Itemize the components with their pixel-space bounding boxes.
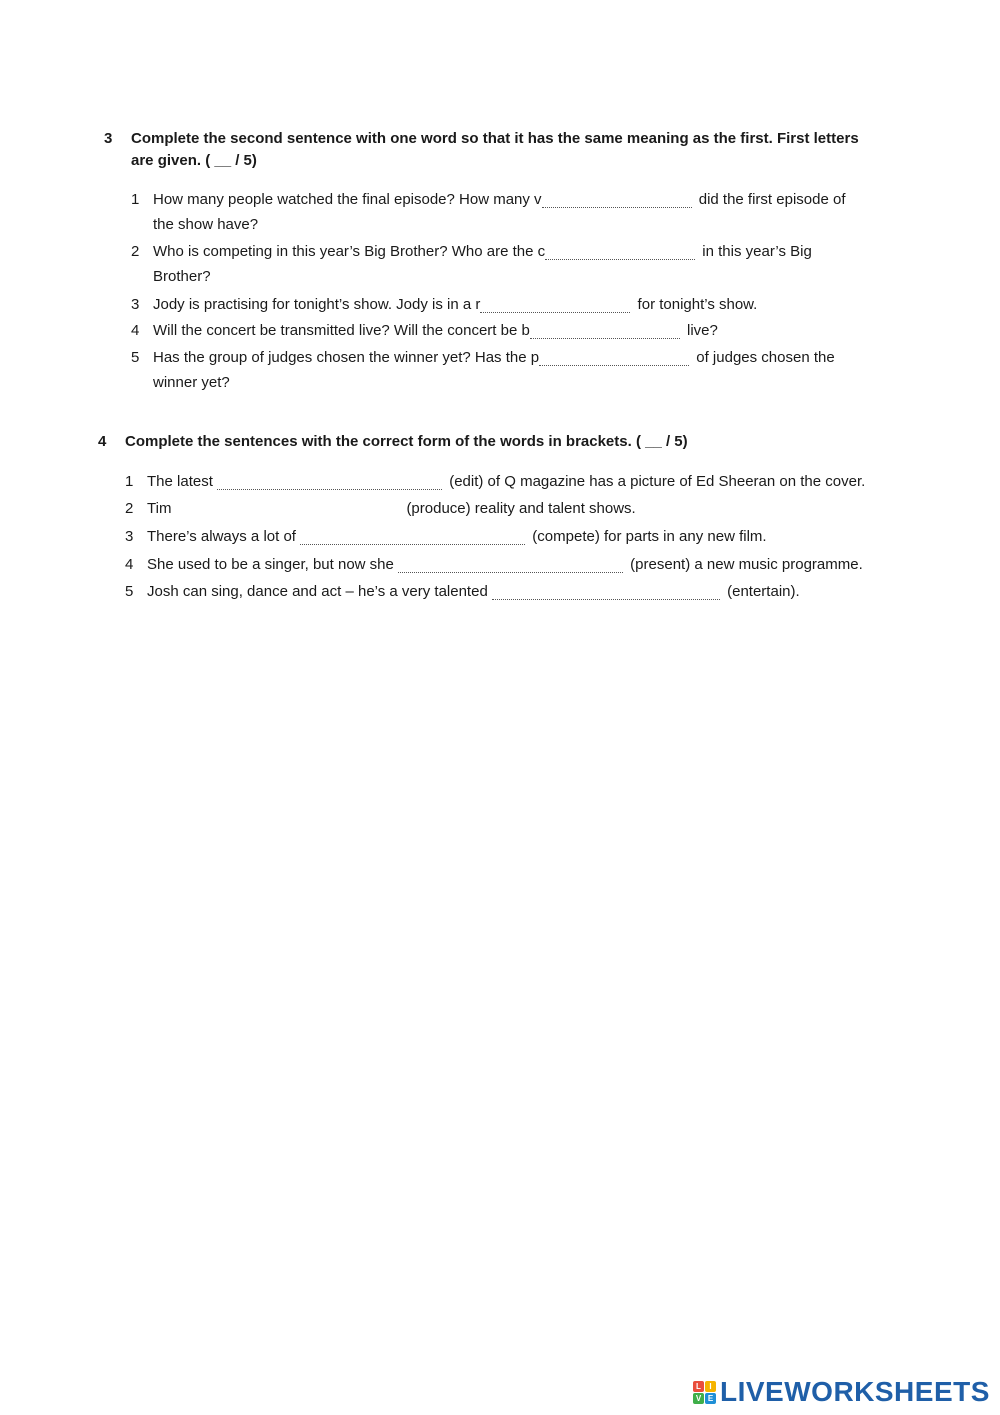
item-text-before: Who is competing in this year’s Big Brother? Who are the c: [153, 243, 546, 260]
answer-blank-3-4[interactable]: [530, 324, 680, 339]
answer-blank-4-1[interactable]: [217, 475, 442, 490]
exercise-4-item-number: 4: [125, 556, 134, 573]
logo-text: LIVEWORKSHEETS: [720, 1376, 990, 1407]
logo-letter: I: [705, 1381, 716, 1392]
exercise-3-item-continuation: winner yet?: [153, 374, 230, 391]
exercise-4-item: [147, 496, 947, 521]
item-text-before: Has the group of judges chosen the winner yet? Has the p: [153, 349, 540, 366]
exercise-4-item-number: 1: [125, 473, 134, 490]
logo-letter: V: [693, 1393, 704, 1404]
answer-blank-3-2[interactable]: [545, 245, 695, 260]
exercise-3-item-number: 4: [131, 322, 140, 339]
exercise-4-number: 4: [98, 433, 107, 450]
item-text-before: Jody is practising for tonight’s show. Jody is in a r: [153, 296, 481, 313]
item-text-after: (entertain).: [722, 583, 800, 600]
exercise-4-item: [147, 524, 947, 549]
exercise-3-item-number: 3: [131, 296, 140, 313]
exercise-3-item-continuation: Brother?: [153, 268, 211, 285]
logo-letter: L: [693, 1381, 704, 1392]
item-text-before: Will the concert be transmitted live? Will the concert be b: [153, 322, 530, 339]
exercise-3-item: [153, 292, 913, 317]
exercise-3-item: [153, 318, 913, 343]
logo-letter: E: [705, 1393, 716, 1404]
item-text-after: (present) a new music programme.: [626, 556, 863, 573]
exercise-3-item-continuation: the show have?: [153, 216, 259, 233]
exercise-3-instruction-line1: Complete the second sentence with one word so that it has the same meaning as the first. First letters: [131, 130, 859, 147]
item-text-after: for tonight’s show.: [633, 296, 758, 313]
exercise-3-instruction-line2: are given. ( __ / 5): [131, 152, 257, 169]
answer-blank-3-3[interactable]: [480, 298, 630, 313]
answer-blank-4-2[interactable]: [171, 502, 403, 516]
exercise-4-item-number: 5: [125, 583, 134, 600]
item-text-after: did the first episode of: [694, 191, 846, 208]
item-text-before: There’s always a lot of: [147, 528, 301, 545]
item-text-before: The latest: [147, 473, 218, 490]
item-text-after: (produce) reality and talent shows.: [406, 500, 636, 517]
item-text-after: live?: [682, 322, 718, 339]
item-text-before: Tim: [147, 500, 172, 517]
item-text-after: of judges chosen the: [692, 349, 835, 366]
item-text-after: (compete) for parts in any new film.: [528, 528, 767, 545]
liveworksheets-logo[interactable]: [693, 1376, 990, 1408]
item-text-after: in this year’s Big: [698, 243, 812, 260]
exercise-3-item: [153, 345, 913, 370]
exercise-3-item-number: 5: [131, 349, 140, 366]
answer-blank-3-5[interactable]: [539, 351, 689, 366]
exercise-4-item-number: 3: [125, 528, 134, 545]
answer-blank-3-1[interactable]: [542, 193, 692, 208]
exercise-3-item: [153, 187, 913, 212]
exercise-3-item-number: 2: [131, 243, 140, 260]
exercise-4-item-number: 2: [125, 500, 134, 517]
exercise-4-item: [147, 579, 947, 604]
answer-blank-4-3[interactable]: [300, 530, 525, 545]
exercise-4-item: [147, 552, 947, 577]
item-text-before: How many people watched the final episode? How many v: [153, 191, 542, 208]
logo-mark-icon: [693, 1381, 716, 1404]
answer-blank-4-4[interactable]: [398, 558, 623, 573]
item-text-after: (edit) of Q magazine has a picture of Ed Sheeran on the cover.: [445, 473, 866, 490]
answer-blank-4-5[interactable]: [492, 585, 720, 600]
exercise-3-number: 3: [104, 130, 113, 147]
exercise-3-item-number: 1: [131, 191, 140, 208]
item-text-before: Josh can sing, dance and act – he’s a very talented: [147, 583, 492, 600]
exercise-4-item: [147, 469, 947, 494]
exercise-4-instruction: Complete the sentences with the correct form of the words in brackets. ( __ / 5): [125, 433, 688, 450]
item-text-before: She used to be a singer, but now she: [147, 556, 399, 573]
exercise-3-item: [153, 239, 913, 264]
